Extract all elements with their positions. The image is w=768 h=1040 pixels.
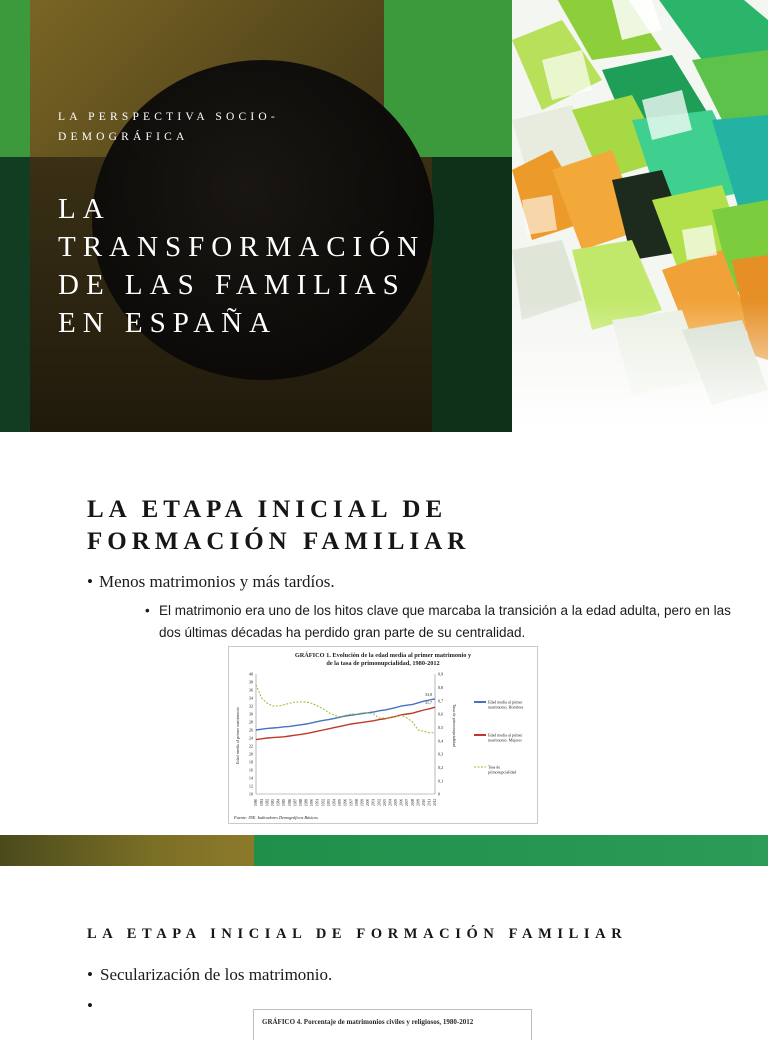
y2-tick-label: 0,8 (438, 684, 444, 690)
geometric-cubes-art (512, 0, 768, 432)
title-slide (0, 0, 768, 432)
x-tick-label: 1996 (343, 798, 348, 806)
content-slide-2 (0, 866, 768, 1024)
x-tick-label: 2009 (416, 798, 421, 806)
bullet-icon: • (87, 965, 93, 984)
x-tick-label: 1981 (259, 798, 264, 806)
y-tick-label: 38 (248, 679, 253, 685)
x-tick-label: 2004 (388, 798, 393, 806)
y-tick-label: 16 (248, 767, 253, 773)
bullet-item (87, 572, 335, 592)
y2-tick-label: 0,1 (438, 778, 444, 784)
x-tick-label: 2005 (394, 798, 399, 806)
y-tick-label: 12 (248, 783, 253, 789)
y2-tick-label: 0,3 (438, 751, 444, 757)
y2-tick-label: 0,4 (438, 738, 444, 744)
band-gold (0, 835, 254, 866)
y-tick-label: 22 (248, 743, 253, 749)
x-tick-label: 2002 (377, 798, 382, 806)
x-tick-label: 1982 (265, 798, 270, 806)
slide-heading: LA ETAPA INICIAL DE FORMACIÓN FAMILIAR (87, 926, 628, 942)
chart-title: de la tasa de primonupcialidad, 1980-2012 (326, 660, 440, 667)
title-line: LA (58, 193, 111, 225)
content-slide-1 (0, 432, 768, 835)
chart-source: Fuente: INE. Indicadores Demográficos Básicos. (234, 815, 319, 820)
x-tick-label: 2001 (371, 798, 376, 806)
x-tick-label: 1994 (332, 798, 337, 806)
legend-label: primonupcialidad (488, 769, 517, 775)
slide-title (58, 190, 478, 342)
series-line (256, 707, 435, 739)
data-label: 33,8 (425, 691, 432, 697)
bullet-icon: • (87, 572, 93, 591)
y-tick-label: 18 (248, 759, 253, 765)
x-tick-label: 1985 (282, 798, 287, 806)
y2-tick-label: 0,5 (438, 724, 444, 730)
bullet-item (87, 965, 332, 985)
x-tick-label: 2008 (410, 798, 415, 806)
x-tick-label: 1997 (349, 798, 354, 806)
x-tick-label: 1989 (304, 798, 309, 806)
y-tick-label: 30 (248, 711, 253, 717)
y-tick-label: 10 (248, 791, 253, 797)
y-tick-label: 24 (248, 735, 253, 741)
green-bar-bottom-left (0, 157, 30, 432)
bullet-icon: • (87, 996, 93, 1015)
y-tick-label: 14 (248, 775, 253, 781)
slide-heading (87, 494, 470, 558)
bullet-text: Secularización de los matrimonio. (100, 965, 333, 984)
y2-axis-label: Tasa de primonupcialidad (452, 704, 457, 748)
x-tick-label: 1993 (326, 798, 331, 806)
slide-separator-band (0, 835, 768, 866)
chart-title: GRÁFICO 4. Porcentaje de matrimonios civiles y religiosos, 1980-2012 (262, 1018, 474, 1026)
title-line: EN ESPAÑA (58, 307, 278, 339)
x-tick-label: 2007 (405, 798, 410, 806)
chart-title: GRÁFICO 1. Evolución de la edad media al primer matrimonio y (294, 652, 472, 659)
sub-bullet-icon: • (145, 603, 150, 618)
x-tick-label: 1984 (276, 798, 281, 806)
title-line: DE LAS FAMILIAS (58, 269, 406, 301)
y-tick-label: 40 (248, 671, 253, 677)
green-bar-top-left (0, 0, 30, 157)
y2-tick-label: 0,2 (438, 764, 444, 770)
bullet-text: Menos matrimonios y más tardíos. (99, 572, 335, 591)
bullet-item-empty (87, 996, 100, 1016)
line-chart (229, 647, 537, 823)
legend-label: Edad media al primer (488, 699, 523, 705)
x-tick-label: 1986 (287, 798, 292, 806)
band-green (254, 835, 768, 866)
y-tick-label: 20 (248, 751, 253, 757)
y-tick-label: 32 (248, 703, 253, 709)
x-tick-label: 2000 (366, 798, 371, 806)
heading-line: FORMACIÓN FAMILIAR (87, 528, 471, 555)
x-tick-label: 1988 (298, 798, 303, 806)
sub-bullet-item (145, 600, 735, 644)
x-tick-label: 1983 (270, 798, 275, 806)
x-tick-label: 1990 (310, 798, 315, 806)
y-tick-label: 26 (248, 727, 253, 733)
x-tick-label: 1992 (321, 798, 326, 806)
x-tick-label: 1987 (293, 798, 298, 806)
title-slide-background (0, 0, 512, 432)
legend-label: Edad media al primer (488, 732, 523, 738)
y2-tick-label: 0,7 (438, 698, 444, 704)
x-tick-label: 1980 (254, 798, 259, 806)
legend-label: Tasa de (488, 764, 501, 770)
legend-label: matrimonio. Hombres (488, 704, 524, 710)
y-tick-label: 34 (248, 695, 253, 701)
y2-tick-label: 0 (438, 791, 441, 797)
chart-figure-partial (253, 1009, 532, 1040)
y2-tick-label: 0,9 (438, 671, 444, 677)
x-tick-label: 2003 (382, 798, 387, 806)
sub-bullet-text: El matrimonio era uno de los hitos clave que marcaba la transición a la edad adulta, pero en las dos últimas décadas ha perdido gran parte de su centralidad. (159, 603, 731, 640)
chart-figure (228, 646, 538, 824)
x-tick-label: 2006 (399, 798, 404, 806)
title-line: TRANSFORMACIÓN (58, 231, 426, 263)
x-tick-label: 1999 (360, 798, 365, 806)
x-tick-label: 1991 (315, 798, 320, 806)
x-tick-label: 2010 (422, 798, 427, 806)
data-label: 31,7 (425, 700, 432, 706)
x-tick-label: 1995 (338, 798, 343, 806)
slide-kicker: LA PERSPECTIVA SOCIO-DEMOGRÁFICA (58, 111, 279, 143)
y-axis-label: Edad media al primer matrimonio (235, 707, 240, 764)
x-tick-label: 2012 (433, 798, 438, 806)
y-tick-label: 36 (248, 687, 253, 693)
x-tick-label: 2011 (427, 798, 432, 806)
y-tick-label: 28 (248, 719, 253, 725)
heading-line: LA ETAPA INICIAL DE (87, 496, 448, 523)
legend-label: matrimonio. Mujeres (488, 737, 522, 743)
x-tick-label: 1998 (354, 798, 359, 806)
y2-tick-label: 0,6 (438, 711, 444, 717)
